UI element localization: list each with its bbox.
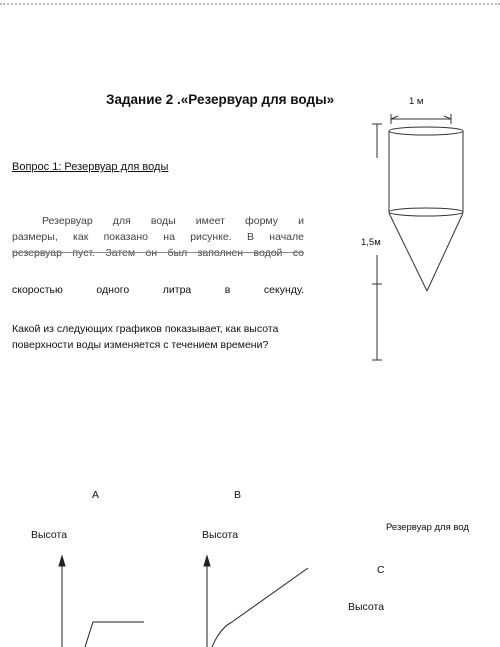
- cylinder-top-ellipse: [389, 127, 463, 135]
- description-line-1: Резервуар для воды имеет форму и: [42, 215, 304, 227]
- graph-b-plot: [204, 556, 308, 647]
- description-line-2: размеры, как показано на рисунке. В начале: [12, 231, 304, 243]
- description-line-3: резервуар пуст. Затем он был заполнен водой со: [12, 247, 304, 259]
- speed-word-5: секунду.: [263, 284, 304, 296]
- graph-a-y-label: Высота: [31, 529, 68, 541]
- graph-c-letter: C: [377, 564, 385, 576]
- graph-c-y-label: Высота: [348, 601, 385, 613]
- graph-b-line: [212, 568, 308, 647]
- task-title: Задание 2 .«Резервуар для воды»: [106, 92, 335, 107]
- graph-b-y-label: Высота: [202, 529, 239, 541]
- question-line-1: Какой из следующих графиков показывает, как высота: [12, 323, 279, 335]
- speed-word-3: литра: [162, 284, 192, 296]
- graph-a-letter: A: [92, 489, 100, 501]
- graph-a-axis-arrow: [59, 556, 65, 566]
- graph-b-axis-arrow: [204, 556, 210, 566]
- speed-word-4: в: [224, 284, 231, 296]
- question-line-2: поверхности воды изменяется с течением времени?: [12, 339, 269, 351]
- graph-c-caption: Резервуар для вод: [386, 522, 469, 533]
- question-heading: Вопрос 1: Резервуар для воды: [12, 161, 169, 173]
- cone-left-side: [389, 213, 427, 291]
- cone-right-side: [427, 213, 463, 291]
- tank-diagram: [372, 114, 463, 360]
- width-label: 1 м: [409, 96, 424, 107]
- speed-word-2: одного: [96, 284, 130, 296]
- speed-word-1: скоростью: [12, 284, 63, 296]
- graph-a-line: [85, 622, 144, 647]
- height-label: 1,5м: [361, 237, 381, 248]
- graph-a-plot: [59, 556, 144, 647]
- graph-b-letter: B: [234, 489, 242, 501]
- cylinder-bottom-ellipse: [389, 208, 463, 216]
